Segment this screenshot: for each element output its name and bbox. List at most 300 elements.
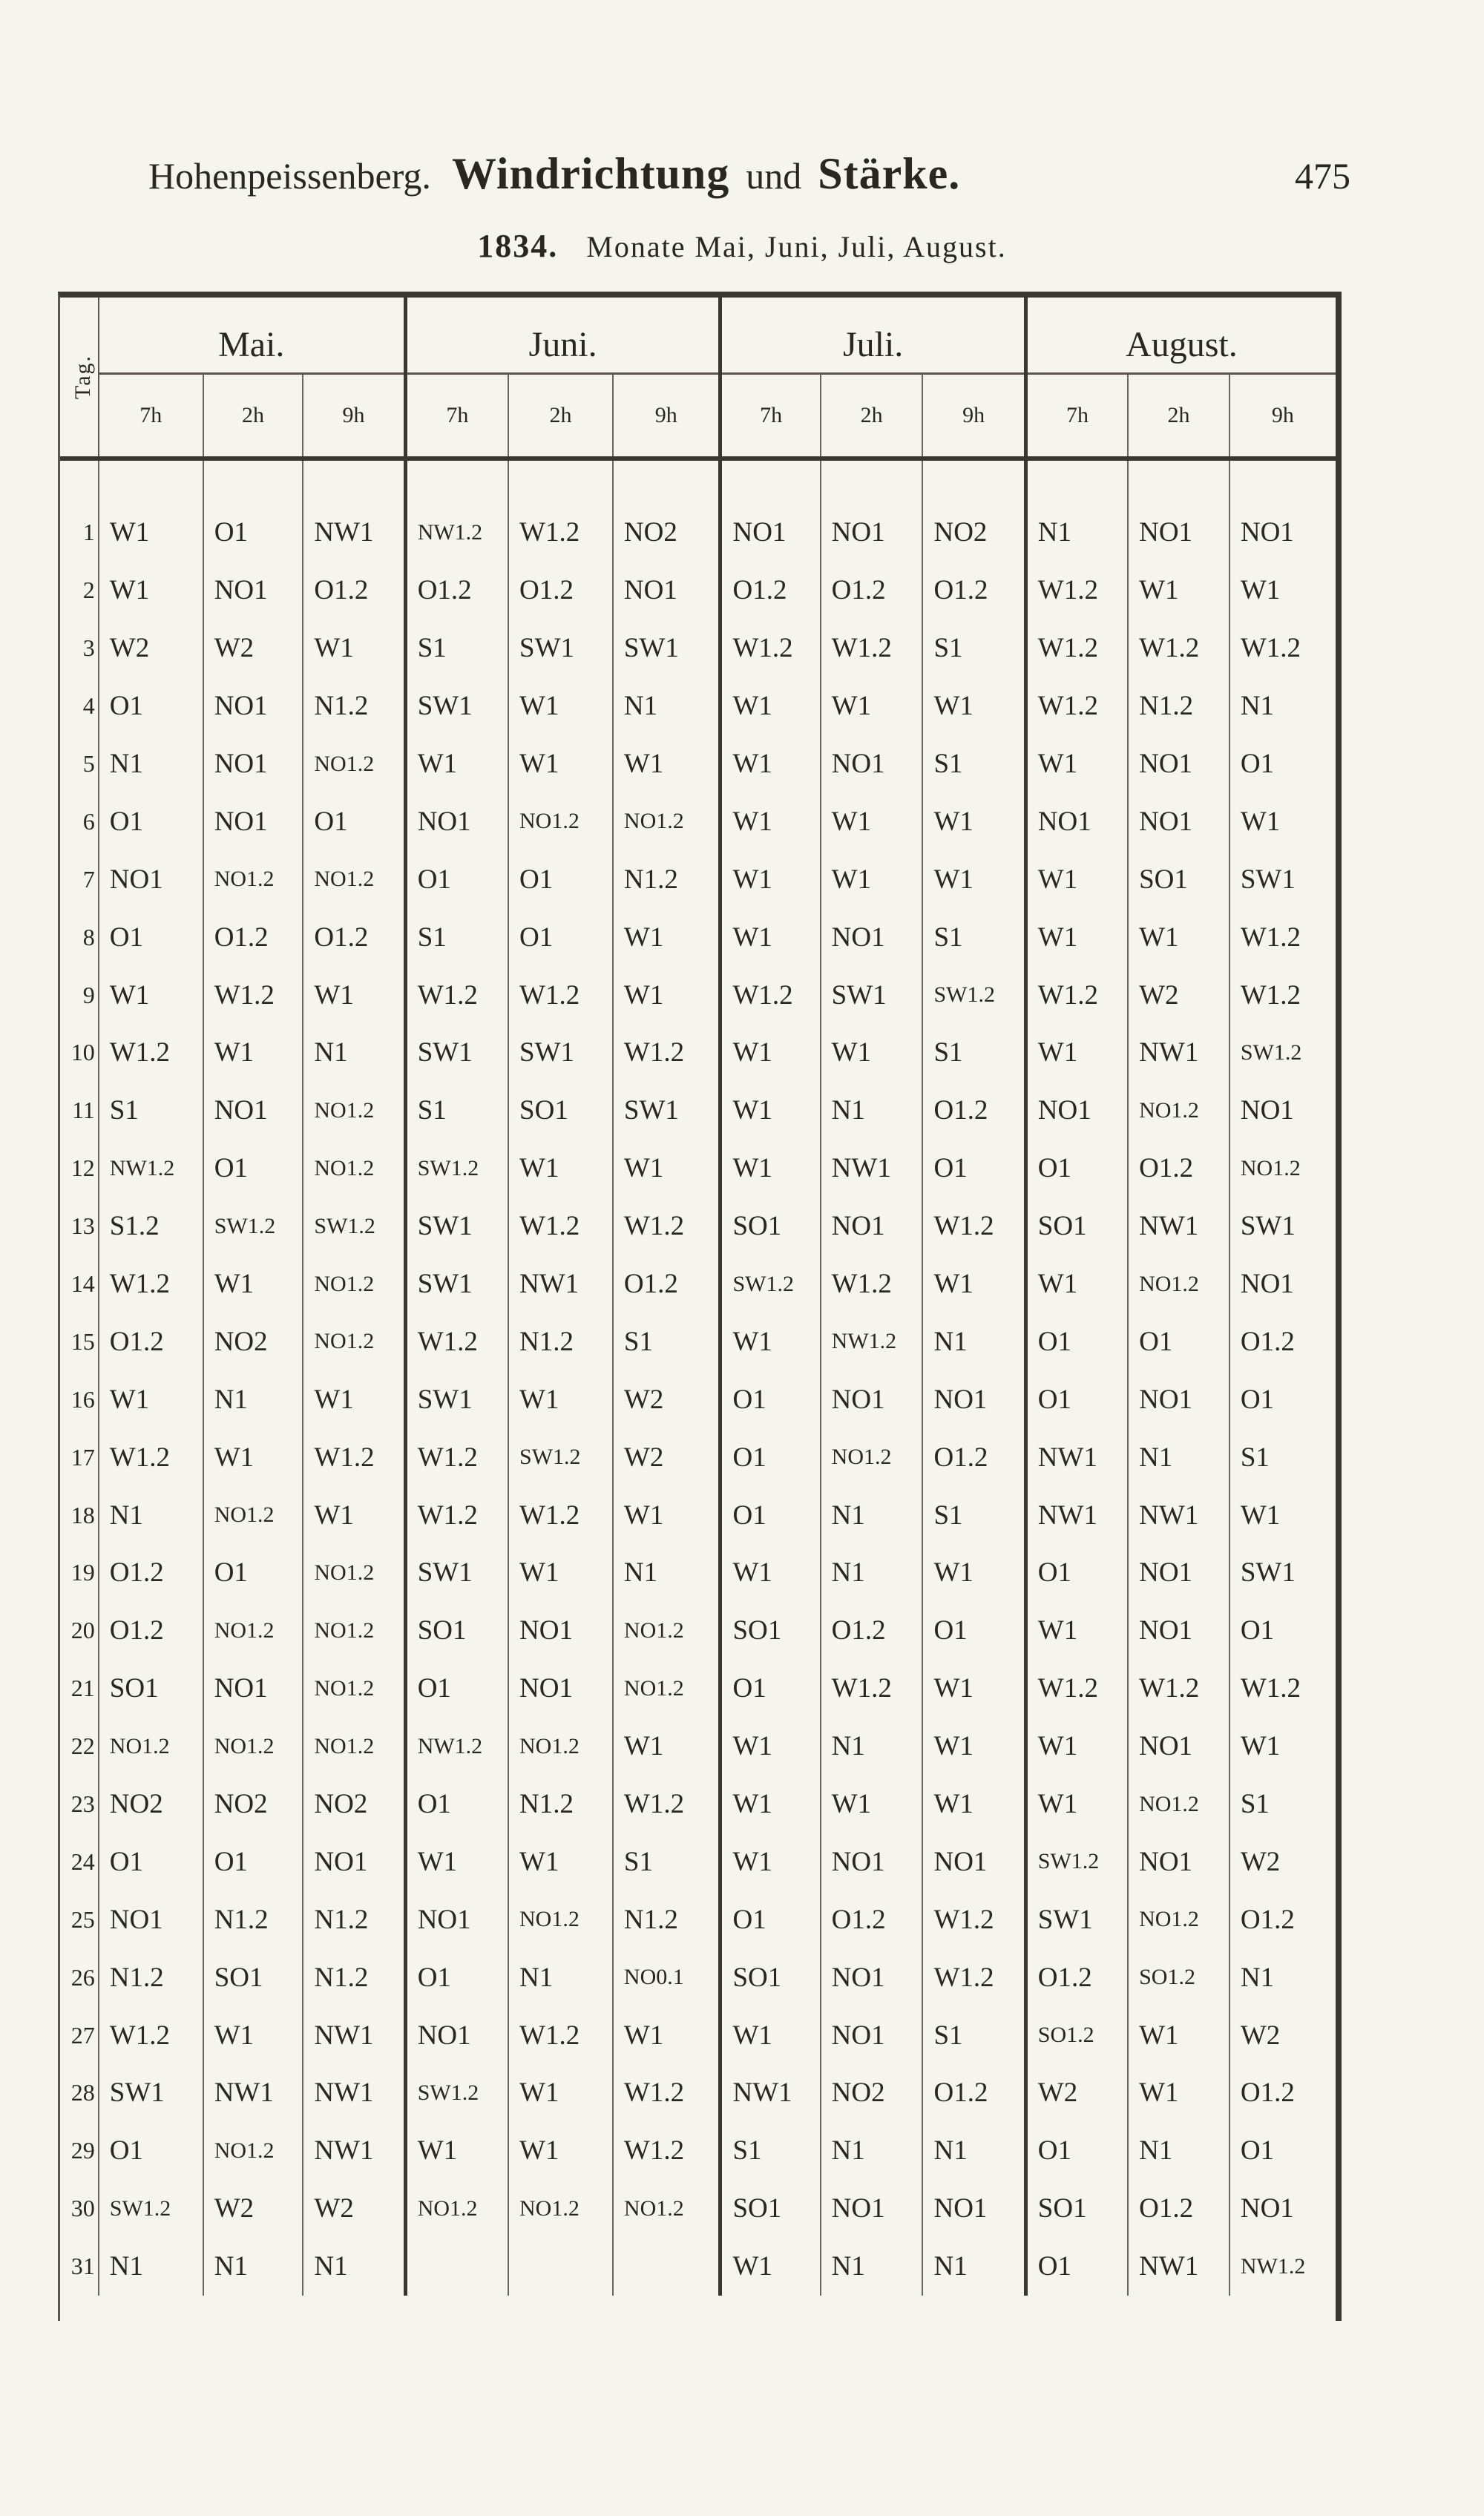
- wind-cell-august-3: O1.2: [1240, 1904, 1295, 1935]
- wind-cell-august-3: NO1: [1240, 1095, 1294, 1126]
- wind-cell-august-1: NW1: [1025, 1428, 1128, 1486]
- wind-cell-juli-2: W1.2: [821, 1255, 923, 1313]
- wind-cell-mai-2: NO1: [203, 677, 303, 735]
- wind-cell-mai-2: SW1.2: [203, 1198, 303, 1255]
- wind-cell-august-1: W1.2: [1025, 620, 1128, 677]
- wind-cell-mai-3: W1.2: [303, 1428, 405, 1486]
- wind-cell-juli-3: W1: [922, 792, 1025, 850]
- day-number: 31: [60, 2238, 99, 2296]
- wind-cell-juni-1: SW1: [405, 677, 508, 735]
- wind-cell-juni-2: NO1.2: [508, 2180, 613, 2238]
- wind-cell-juli-2: W1: [821, 1776, 923, 1833]
- wind-cell-juli-3: W1.2: [922, 1948, 1025, 2006]
- wind-cell-august-2: NO1.2: [1128, 1255, 1229, 1313]
- table-row: [60, 1140, 1336, 1198]
- wind-cell-juli-3: W1.2: [922, 1891, 1025, 1948]
- wind-cell-juni-3: W1.2: [613, 2064, 720, 2122]
- wind-cell-mai-3: NO1.2: [303, 735, 405, 793]
- wind-cell-juni-1: O1.2: [405, 562, 508, 620]
- wind-cell-juli-3: O1.2: [922, 1428, 1025, 1486]
- wind-cell-mai-2: N1.2: [203, 1891, 303, 1948]
- wind-cell-mai-3: NO1.2: [303, 1313, 405, 1370]
- wind-cell-juni-1: SW1.2: [405, 1140, 508, 1198]
- wind-cell-mai-3: W1: [303, 966, 405, 1024]
- table-frame: [58, 292, 1342, 2321]
- wind-cell-juli-3: O1.2: [922, 1082, 1025, 1140]
- wind-cell-august-3: N1: [1240, 1962, 1275, 1993]
- table-row: [60, 850, 1336, 908]
- table-row: [60, 1486, 1336, 1544]
- wind-cell-juni-3: N1.2: [613, 850, 720, 908]
- table-row: [60, 1370, 1336, 1428]
- wind-cell-mai-3: NO1.2: [303, 1718, 405, 1776]
- table-row: [60, 620, 1336, 677]
- subtitle-text: Monate Mai, Juni, Juli, August.: [586, 230, 1007, 263]
- wind-cell-august-2: O1.2: [1128, 1140, 1229, 1198]
- wind-cell-juni-1: NO1: [405, 2006, 508, 2064]
- wind-cell-august-2: NO1.2: [1128, 1891, 1229, 1948]
- wind-cell-juli-2: NW1: [821, 1140, 923, 1198]
- wind-cell-juli-1: O1: [720, 1660, 821, 1718]
- wind-cell-august-1: O1.2: [1025, 1948, 1128, 2006]
- wind-cell-juli-1: W1: [720, 1140, 821, 1198]
- wind-cell-juli-1: W1: [720, 1718, 821, 1776]
- wind-cell-juli-3: W1: [922, 1776, 1025, 1833]
- wind-cell-juli-1: W1: [720, 850, 821, 908]
- wind-cell-juli-3: S1: [922, 1486, 1025, 1544]
- wind-cell-mai-2: W1: [203, 1255, 303, 1313]
- table-body: [60, 459, 1336, 2296]
- wind-cell-august-2: NO1: [1128, 735, 1229, 793]
- wind-cell-juni-3: W1.2: [613, 1198, 720, 1255]
- wind-cell-juni-3: W2: [613, 1370, 720, 1428]
- wind-cell-juni-2: SW1: [508, 620, 613, 677]
- wind-cell-juni-3: W1: [613, 1140, 720, 1198]
- hour-header-august-1: 7h: [1025, 374, 1128, 459]
- wind-cell-juli-1: SW1.2: [720, 1255, 821, 1313]
- wind-cell-mai-3: NW1: [303, 2064, 405, 2122]
- wind-cell-august-1: O1: [1025, 1140, 1128, 1198]
- wind-cell-juli-2: NO1: [821, 2180, 923, 2238]
- wind-cell-juli-2: W1: [821, 792, 923, 850]
- day-number: 8: [60, 908, 99, 966]
- hour-header-juni-1: 7h: [405, 374, 508, 459]
- wind-cell-august-1: O1: [1025, 1370, 1128, 1428]
- wind-cell-juni-1: O1: [405, 1776, 508, 1833]
- wind-cell-juni-2: NO1.2: [508, 1718, 613, 1776]
- wind-cell-mai-2: NO1.2: [203, 850, 303, 908]
- wind-cell-august-1: W2: [1025, 2064, 1128, 2122]
- wind-cell-august-3: O1: [1240, 749, 1275, 779]
- wind-cell-mai-2: O1: [203, 1544, 303, 1602]
- wind-cell-august-1: SW1: [1025, 1891, 1128, 1948]
- wind-cell-august-3: SW1: [1240, 1557, 1296, 1589]
- table-row: [60, 1024, 1336, 1082]
- wind-cell-juli-1: W1: [720, 735, 821, 793]
- wind-cell-juni-2: W1: [508, 1370, 613, 1428]
- wind-cell-juli-1: S1: [720, 2122, 821, 2180]
- wind-cell-juli-3: W1.2: [922, 1198, 1025, 1255]
- wind-cell-juli-2: NO1: [821, 908, 923, 966]
- wind-cell-juli-1: O1: [720, 1486, 821, 1544]
- day-number: 13: [60, 1198, 99, 1255]
- wind-cell-juni-2: [508, 2238, 613, 2296]
- wind-cell-mai-1: W1: [99, 966, 203, 1024]
- wind-cell-mai-1: W2: [99, 620, 203, 677]
- wind-cell-mai-1: N1: [99, 2238, 203, 2296]
- day-number: 3: [60, 620, 99, 677]
- wind-cell-mai-2: W2: [203, 2180, 303, 2238]
- wind-cell-juni-3: NO1: [613, 562, 720, 620]
- wind-cell-august-2: N1: [1128, 1428, 1229, 1486]
- wind-cell-juni-1: W1.2: [405, 1428, 508, 1486]
- wind-cell-august-2: NO1: [1128, 504, 1229, 562]
- page-number: 475: [1295, 155, 1350, 197]
- wind-cell-juni-2: W1: [508, 1140, 613, 1198]
- wind-cell-august-1: W1.2: [1025, 966, 1128, 1024]
- table-row: [60, 1891, 1336, 1948]
- wind-cell-juni-1: SW1: [405, 1370, 508, 1428]
- wind-cell-mai-2: N1: [203, 2238, 303, 2296]
- wind-cell-juli-1: W1: [720, 1082, 821, 1140]
- table-row: [60, 1833, 1336, 1891]
- wind-cell-juni-2: NO1: [508, 1602, 613, 1660]
- table-row: [60, 677, 1336, 735]
- wind-cell-juli-1: W1: [720, 2006, 821, 2064]
- wind-cell-august-3: W1.2: [1240, 979, 1301, 1011]
- wind-cell-august-2: NO1: [1128, 1833, 1229, 1891]
- wind-cell-mai-2: NO1: [203, 1660, 303, 1718]
- wind-cell-mai-1: SW1.2: [99, 2180, 203, 2238]
- day-number: 30: [60, 2180, 99, 2238]
- day-number: 14: [60, 1255, 99, 1313]
- table-row: [60, 2064, 1336, 2122]
- month-header-august: August.: [1025, 298, 1336, 374]
- wind-cell-mai-1: NO1.2: [99, 1718, 203, 1776]
- wind-cell-mai-1: O1.2: [99, 1602, 203, 1660]
- wind-cell-juli-2: NO2: [821, 2064, 923, 2122]
- wind-cell-mai-1: NO1: [99, 850, 203, 908]
- day-number: 23: [60, 1776, 99, 1833]
- wind-cell-mai-1: N1: [99, 735, 203, 793]
- wind-cell-august-3: O1: [1240, 1615, 1275, 1646]
- month-header-mai: Mai.: [99, 298, 405, 374]
- wind-cell-juni-1: SW1: [405, 1544, 508, 1602]
- wind-cell-juli-3: W1: [922, 677, 1025, 735]
- wind-cell-juni-2: N1.2: [508, 1776, 613, 1833]
- wind-cell-august-2: W1: [1128, 2064, 1229, 2122]
- wind-cell-mai-3: NW1: [303, 2006, 405, 2064]
- table-row: [60, 2006, 1336, 2064]
- wind-cell-august-1: W1.2: [1025, 1660, 1128, 1718]
- wind-cell-august-3: W1: [1240, 1731, 1281, 1762]
- wind-cell-mai-1: W1.2: [99, 1255, 203, 1313]
- wind-cell-august-3: N1: [1240, 691, 1275, 722]
- wind-table: [60, 298, 1336, 2296]
- table-row: [60, 1198, 1336, 1255]
- hour-header-juli-2: 2h: [821, 374, 923, 459]
- wind-cell-juni-2: N1.2: [508, 1313, 613, 1370]
- spacer-cell: [303, 459, 405, 504]
- wind-cell-august-3: W2: [1240, 2020, 1281, 2051]
- wind-cell-august-1: W1: [1025, 908, 1128, 966]
- wind-cell-mai-1: N1: [99, 1486, 203, 1544]
- wind-cell-mai-1: O1.2: [99, 1544, 203, 1602]
- day-number: 15: [60, 1313, 99, 1370]
- wind-cell-juni-1: NO1: [405, 792, 508, 850]
- wind-cell-juni-2: W1: [508, 1544, 613, 1602]
- wind-cell-august-1: W1: [1025, 850, 1128, 908]
- wind-cell-mai-3: NO1.2: [303, 850, 405, 908]
- wind-cell-juni-3: W1: [613, 2006, 720, 2064]
- wind-cell-juli-2: NO1: [821, 504, 923, 562]
- wind-cell-juli-3: NO2: [922, 504, 1025, 562]
- wind-cell-august-3: W1.2: [1240, 1673, 1301, 1704]
- wind-cell-juni-3: NO1.2: [613, 1660, 720, 1718]
- wind-cell-juni-3: W1: [613, 735, 720, 793]
- wind-cell-august-3: W1: [1240, 806, 1281, 837]
- wind-cell-august-3: O1.2: [1240, 1326, 1295, 1357]
- wind-cell-mai-3: NO1.2: [303, 1602, 405, 1660]
- wind-cell-juni-1: W1: [405, 2122, 508, 2180]
- wind-cell-juli-1: SO1: [720, 2180, 821, 2238]
- wind-cell-mai-1: NO1: [99, 1891, 203, 1948]
- wind-cell-juni-1: NO1.2: [405, 2180, 508, 2238]
- wind-cell-juni-1: W1.2: [405, 1313, 508, 1370]
- wind-cell-august-3: NO1: [1240, 2193, 1294, 2224]
- wind-cell-juli-2: O1.2: [821, 562, 923, 620]
- wind-cell-juli-2: W1.2: [821, 620, 923, 677]
- wind-cell-juni-1: SW1: [405, 1024, 508, 1082]
- wind-cell-mai-3: W2: [303, 2180, 405, 2238]
- table-row: [60, 2238, 1336, 2296]
- wind-cell-juli-2: N1: [821, 1544, 923, 1602]
- hour-header-row: [60, 374, 1336, 459]
- wind-cell-mai-2: SO1: [203, 1948, 303, 2006]
- title-und: und: [746, 155, 802, 197]
- wind-cell-juli-3: W1: [922, 1718, 1025, 1776]
- wind-cell-juni-1: [405, 2238, 508, 2296]
- wind-cell-mai-2: O1.2: [203, 908, 303, 966]
- wind-cell-juli-1: W1.2: [720, 966, 821, 1024]
- day-number: 11: [60, 1082, 99, 1140]
- wind-cell-juni-3: NO1.2: [613, 1602, 720, 1660]
- wind-cell-juni-2: NO1.2: [508, 1891, 613, 1948]
- spacer-cell: [922, 459, 1025, 504]
- day-number: 27: [60, 2006, 99, 2064]
- spacer-cell: [720, 459, 821, 504]
- hour-header-juli-1: 7h: [720, 374, 821, 459]
- wind-cell-august-2: NO1.2: [1128, 1082, 1229, 1140]
- wind-cell-juni-1: NW1.2: [405, 504, 508, 562]
- wind-cell-juli-1: O1: [720, 1891, 821, 1948]
- wind-cell-juni-3: NO1.2: [613, 792, 720, 850]
- day-number: 1: [60, 504, 99, 562]
- wind-cell-august-1: W1: [1025, 1718, 1128, 1776]
- table-row: [60, 1948, 1336, 2006]
- wind-cell-juli-3: SW1.2: [922, 966, 1025, 1024]
- wind-cell-mai-1: O1: [99, 792, 203, 850]
- wind-cell-mai-2: NO1.2: [203, 1718, 303, 1776]
- day-number: 19: [60, 1544, 99, 1602]
- wind-cell-juli-1: NW1: [720, 2064, 821, 2122]
- spacer-cell: [60, 459, 99, 504]
- wind-cell-juni-3: W2: [613, 1428, 720, 1486]
- wind-cell-juli-2: W1.2: [821, 1660, 923, 1718]
- wind-cell-juni-2: SO1: [508, 1082, 613, 1140]
- wind-cell-juni-3: NO2: [613, 504, 720, 562]
- wind-cell-juli-3: O1: [922, 1140, 1025, 1198]
- day-number: 16: [60, 1370, 99, 1428]
- wind-cell-juli-1: W1: [720, 908, 821, 966]
- wind-cell-juni-1: S1: [405, 1082, 508, 1140]
- wind-cell-juli-1: W1: [720, 1776, 821, 1833]
- wind-cell-mai-2: NW1: [203, 2064, 303, 2122]
- wind-cell-juli-2: NO1: [821, 1198, 923, 1255]
- wind-cell-august-2: NW1: [1128, 2238, 1229, 2296]
- day-number: 5: [60, 735, 99, 793]
- wind-cell-mai-1: S1: [99, 1082, 203, 1140]
- wind-cell-juni-3: S1: [613, 1313, 720, 1370]
- wind-cell-august-2: O1.2: [1128, 2180, 1229, 2238]
- wind-cell-juli-3: W1: [922, 1255, 1025, 1313]
- table-row: [60, 2180, 1336, 2238]
- wind-cell-juli-1: O1: [720, 1370, 821, 1428]
- wind-cell-mai-2: W1: [203, 2006, 303, 2064]
- spacer-cell: [613, 459, 720, 504]
- wind-cell-juni-2: SW1: [508, 1024, 613, 1082]
- wind-cell-mai-3: O1.2: [303, 908, 405, 966]
- wind-cell-juni-1: NW1.2: [405, 1718, 508, 1776]
- table-row: [60, 562, 1336, 620]
- wind-cell-juli-2: NW1.2: [821, 1313, 923, 1370]
- hour-header-juni-3: 9h: [613, 374, 720, 459]
- wind-cell-mai-2: W1: [203, 1428, 303, 1486]
- wind-cell-august-3: NO1.2: [1240, 1155, 1301, 1180]
- wind-cell-juni-3: N1: [613, 677, 720, 735]
- wind-cell-juni-3: W1: [613, 1718, 720, 1776]
- day-number: 9: [60, 966, 99, 1024]
- wind-cell-mai-1: O1: [99, 908, 203, 966]
- wind-cell-august-3: O1.2: [1240, 2077, 1295, 2109]
- spacer-row: [60, 459, 1336, 504]
- page-header: [148, 148, 1350, 200]
- wind-cell-august-1: N1: [1025, 504, 1128, 562]
- wind-cell-juni-3: W1.2: [613, 1024, 720, 1082]
- wind-cell-august-1: SW1.2: [1025, 1833, 1128, 1891]
- wind-cell-august-3: NO1: [1240, 1269, 1294, 1300]
- wind-cell-mai-2: NO2: [203, 1313, 303, 1370]
- month-header-juli: Juli.: [720, 298, 1025, 374]
- wind-cell-august-2: W1.2: [1128, 1660, 1229, 1718]
- wind-cell-august-2: N1.2: [1128, 677, 1229, 735]
- wind-cell-mai-1: O1: [99, 2122, 203, 2180]
- hour-header-juli-3: 9h: [922, 374, 1025, 459]
- wind-cell-juni-1: S1: [405, 620, 508, 677]
- wind-cell-august-3: O1: [1240, 2135, 1275, 2167]
- wind-cell-juni-1: SW1: [405, 1198, 508, 1255]
- wind-cell-juni-2: N1: [508, 1948, 613, 2006]
- wind-cell-august-2: NW1: [1128, 1486, 1229, 1544]
- wind-cell-mai-3: O1.2: [303, 562, 405, 620]
- wind-cell-juli-1: W1: [720, 1544, 821, 1602]
- wind-cell-august-1: NO1: [1025, 792, 1128, 850]
- day-number: 17: [60, 1428, 99, 1486]
- wind-cell-mai-3: NO1.2: [303, 1140, 405, 1198]
- spacer-cell: [1229, 459, 1336, 504]
- wind-cell-juni-3: W1.2: [613, 1776, 720, 1833]
- hour-header-august-2: 2h: [1128, 374, 1229, 459]
- wind-cell-mai-1: NW1.2: [99, 1140, 203, 1198]
- wind-cell-juni-3: NO1.2: [613, 2180, 720, 2238]
- wind-cell-august-3: NW1.2: [1240, 2253, 1306, 2279]
- wind-cell-mai-3: NO1.2: [303, 1660, 405, 1718]
- wind-cell-juli-2: N1: [821, 1718, 923, 1776]
- wind-cell-mai-2: W1.2: [203, 966, 303, 1024]
- wind-cell-juni-1: NO1: [405, 1891, 508, 1948]
- wind-cell-august-1: W1: [1025, 1255, 1128, 1313]
- wind-cell-mai-2: NO1.2: [203, 2122, 303, 2180]
- wind-cell-mai-3: W1: [303, 1370, 405, 1428]
- wind-cell-august-2: NO1: [1128, 792, 1229, 850]
- wind-cell-mai-1: NO2: [99, 1776, 203, 1833]
- wind-cell-august-2: SO1.2: [1128, 1948, 1229, 2006]
- wind-cell-juni-1: O1: [405, 850, 508, 908]
- day-number: 7: [60, 850, 99, 908]
- wind-cell-august-1: SO1.2: [1025, 2006, 1128, 2064]
- wind-cell-mai-3: NO1.2: [303, 1544, 405, 1602]
- wind-cell-mai-3: N1.2: [303, 677, 405, 735]
- day-number: 25: [60, 1891, 99, 1948]
- month-header-juni: Juni.: [405, 298, 720, 374]
- day-number: 28: [60, 2064, 99, 2122]
- wind-cell-juli-2: NO1: [821, 735, 923, 793]
- wind-cell-juni-2: NW1: [508, 1255, 613, 1313]
- wind-cell-august-2: NO1.2: [1128, 1776, 1229, 1833]
- wind-cell-juli-3: O1.2: [922, 562, 1025, 620]
- wind-cell-juni-2: W1.2: [508, 1198, 613, 1255]
- table-row: [60, 735, 1336, 793]
- wind-cell-august-2: W1: [1128, 908, 1229, 966]
- wind-cell-juli-2: NO1: [821, 1948, 923, 2006]
- subtitle: [0, 227, 1484, 269]
- wind-cell-juli-2: W1: [821, 850, 923, 908]
- wind-cell-mai-3: NO1.2: [303, 1082, 405, 1140]
- wind-cell-juni-3: W1: [613, 908, 720, 966]
- wind-cell-mai-3: NO2: [303, 1776, 405, 1833]
- wind-cell-juni-1: SW1.2: [405, 2064, 508, 2122]
- wind-cell-juli-1: W1: [720, 1833, 821, 1891]
- wind-cell-august-2: W2: [1128, 966, 1229, 1024]
- wind-cell-mai-1: S1.2: [99, 1198, 203, 1255]
- table-row: [60, 1776, 1336, 1833]
- wind-cell-august-1: W1: [1025, 1776, 1128, 1833]
- wind-cell-juli-2: N1: [821, 2238, 923, 2296]
- title-staerke: Stärke.: [818, 149, 961, 198]
- wind-cell-august-1: NW1: [1025, 1486, 1128, 1544]
- wind-cell-mai-2: O1: [203, 1140, 303, 1198]
- wind-cell-juli-3: S1: [922, 2006, 1025, 2064]
- wind-cell-august-1: SO1: [1025, 1198, 1128, 1255]
- wind-cell-mai-1: SO1: [99, 1660, 203, 1718]
- wind-cell-juni-3: W1.2: [613, 2122, 720, 2180]
- table-row: [60, 1255, 1336, 1313]
- wind-cell-august-2: NO1: [1128, 1602, 1229, 1660]
- wind-cell-juli-3: O1.2: [922, 2064, 1025, 2122]
- spacer-cell: [203, 459, 303, 504]
- wind-cell-mai-2: W1: [203, 1024, 303, 1082]
- wind-cell-august-1: W1.2: [1025, 562, 1128, 620]
